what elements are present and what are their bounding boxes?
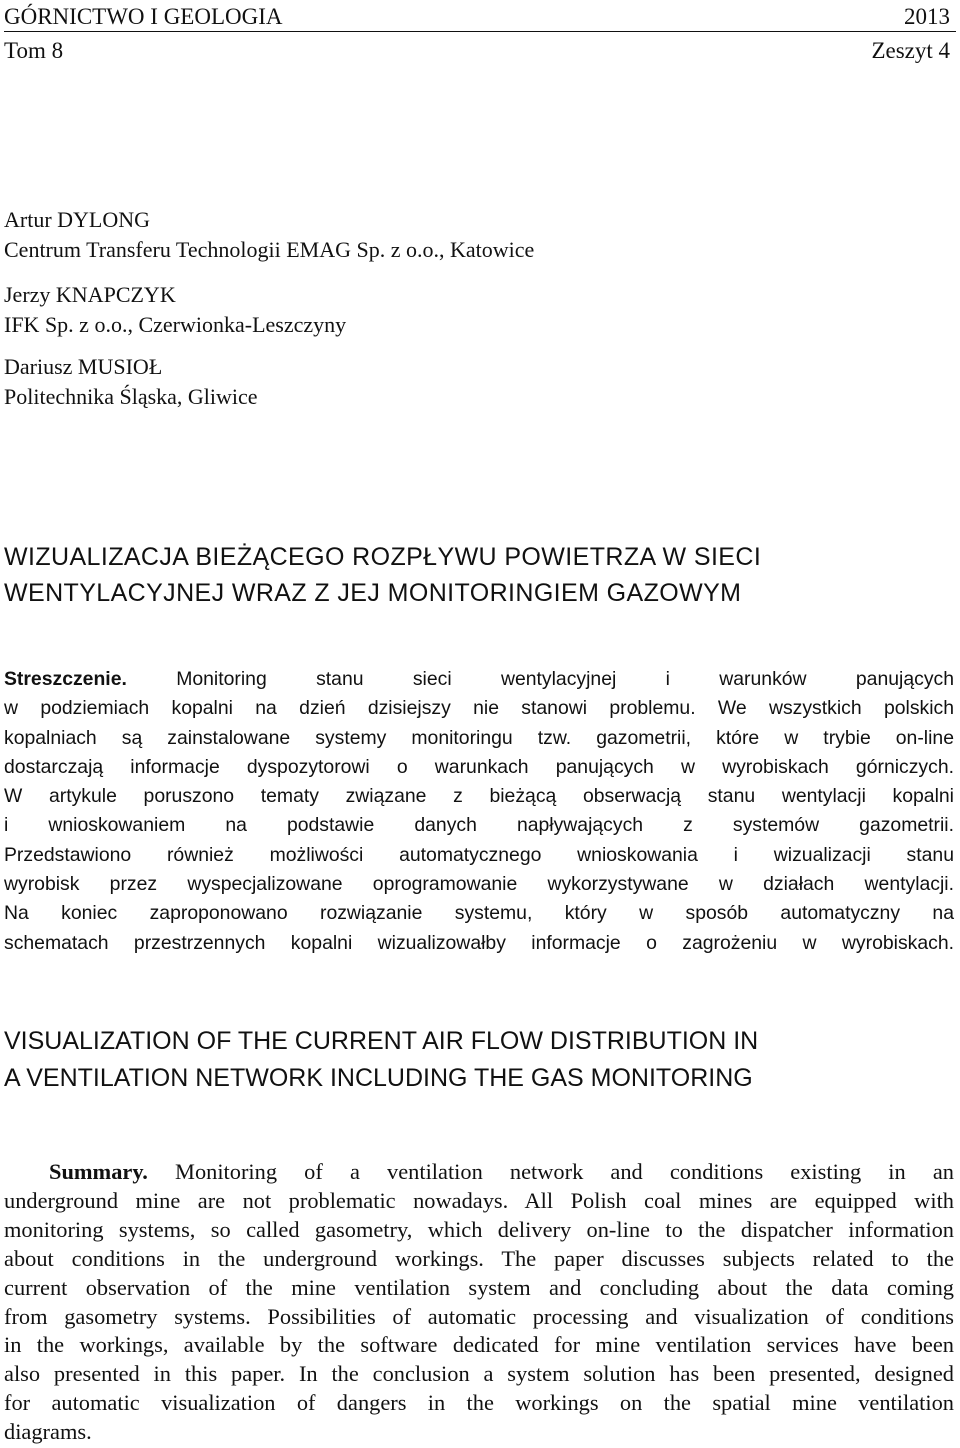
- abstract-polish: [4, 665, 954, 958]
- abstract-line: Przedstawiono również możliwości automatycznego wnioskowania i wizualizacji stanu: [4, 843, 954, 866]
- journal-header: [4, 4, 950, 30]
- abstract-line: kopalniach są zainstalowane systemy monitoringu tzw. gazometrii, które w trybie on-line: [4, 726, 954, 749]
- journal-year: 2013: [904, 4, 950, 29]
- summary-line: diagrams.: [4, 1419, 92, 1445]
- author-name: Dariusz MUSIOŁ: [4, 354, 163, 379]
- abstract-line: Na koniec zaproponowano rozwiązanie systemu, który w sposób automatyczny na: [4, 902, 954, 925]
- summary-line: about conditions in the underground workings. The paper discusses subjects related to the: [4, 1245, 954, 1271]
- abstract-line: W artykule poruszono tematy związane z bieżącą obserwacją stanu wentylacji kopalni: [4, 785, 954, 808]
- title-english-line-2: A VENTILATION NETWORK INCLUDING THE GAS MONITORING: [4, 1064, 753, 1092]
- journal-volume: Tom 8: [4, 38, 64, 63]
- summary-line: from gasometry systems. Possibilities of automatic processing and visualization of conditions: [4, 1303, 954, 1329]
- journal-name: GÓRNICTWO I GEOLOGIA: [4, 4, 283, 29]
- summary-line: current observation of the mine ventilation system and concluding about the data coming: [4, 1274, 954, 1300]
- abstract-line: i wnioskowaniem na podstawie danych napływających z systemów gazometrii.: [4, 814, 954, 837]
- abstract-line: w podziemiach kopalni na dzień dzisiejszy nie stanowi problemu. We wszystkich polskich: [4, 697, 954, 720]
- summary-line: underground mine are not problematic nowadays. All Polish coal mines are equipped with: [4, 1187, 954, 1213]
- abstract-line: wyrobisk przez wyspecjalizowane oprogramowanie wykorzystywane w działach wentylacji.: [4, 873, 954, 896]
- author-2: [4, 280, 346, 340]
- journal-issue: Zeszyt 4: [871, 38, 950, 63]
- title-polish: [4, 539, 954, 611]
- summary-line: Summary. Monitoring of a ventilation network and conditions existing in an: [49, 1159, 954, 1184]
- author-1: [4, 205, 534, 265]
- abstract-english: [4, 1158, 954, 1447]
- author-affiliation: Centrum Transferu Technologii EMAG Sp. z o.o., Katowice: [4, 237, 535, 262]
- author-affiliation: IFK Sp. z o.o., Czerwionka-Leszczyny: [4, 312, 347, 337]
- author-3: [4, 352, 258, 412]
- abstract-line: schematach przestrzennych kopalni wizualizowałby informacje o zagrożeniu w wyrobiskach.: [4, 931, 954, 954]
- title-english: [4, 1023, 954, 1097]
- summary-line: in the workings, available by the software dedicated for mine ventilation services have been: [4, 1332, 954, 1358]
- abstract-line: Streszczenie. Monitoring stanu sieci wentylacyjnej i warunków panujących: [4, 668, 954, 690]
- abstract-label: Streszczenie.: [4, 668, 127, 690]
- volume-issue-line: [4, 38, 950, 64]
- summary-line: also presented in this paper. In the conclusion a system solution has been presented, designed: [4, 1361, 954, 1387]
- author-affiliation: Politechnika Śląska, Gliwice: [4, 384, 258, 409]
- author-name: Jerzy KNAPCZYK: [4, 282, 176, 307]
- title-polish-line-1: WIZUALIZACJA BIEŻĄCEGO ROZPŁYWU POWIETRZA W SIECI: [4, 543, 762, 571]
- title-english-line-1: VISUALIZATION OF THE CURRENT AIR FLOW DISTRIBUTION IN: [4, 1027, 759, 1055]
- header-divider: [4, 31, 956, 32]
- title-polish-line-2: WENTYLACYJNEJ WRAZ Z JEJ MONITORINGIEM GAZOWYM: [4, 579, 742, 607]
- abstract-line: dostarczają informacje dyspozytorowi o warunkach panujących w wyrobiskach górniczych.: [4, 755, 954, 778]
- summary-line: monitoring systems, so called gasometry, which delivery on-line to the dispatcher information: [4, 1216, 954, 1242]
- author-name: Artur DYLONG: [4, 207, 151, 232]
- summary-label: Summary.: [49, 1159, 148, 1184]
- summary-line: for automatic visualization of dangers in the workings on the spatial mine ventilation: [4, 1390, 954, 1416]
